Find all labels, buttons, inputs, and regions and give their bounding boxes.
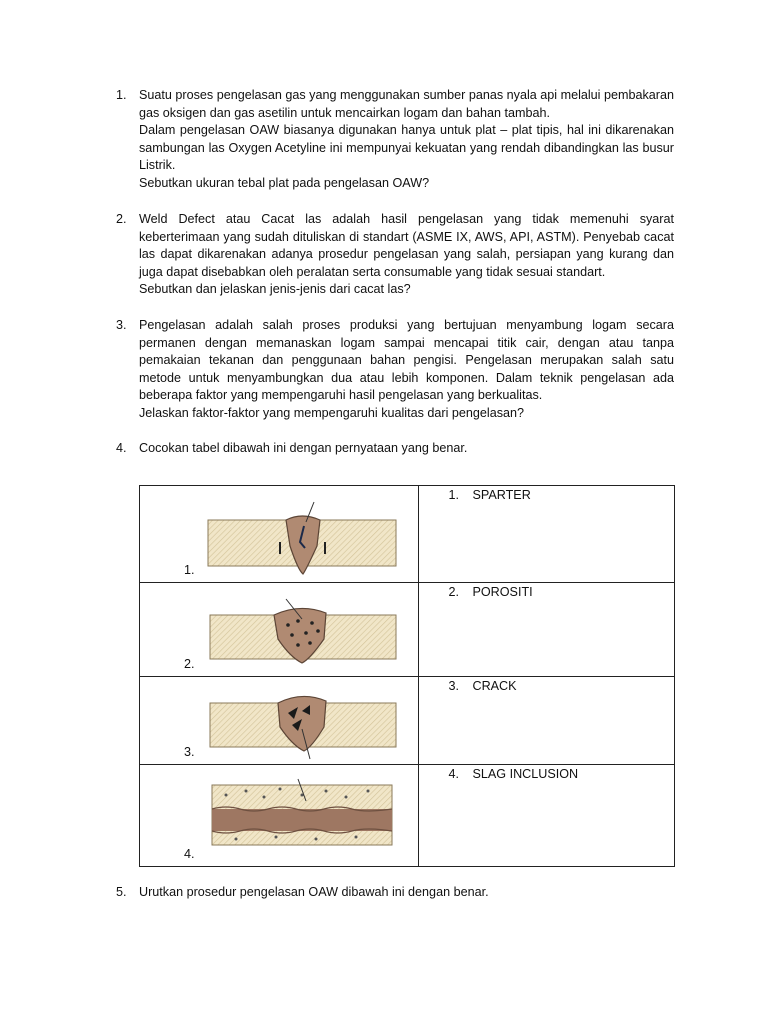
question-number: 5. <box>116 885 127 899</box>
image-cell <box>140 765 419 867</box>
image-label: 4. <box>184 847 195 862</box>
question-4 <box>116 440 674 458</box>
option-text: SPARTER <box>472 488 531 502</box>
question-number: 4. <box>116 441 127 455</box>
image-cell <box>140 583 419 677</box>
table-row <box>140 486 675 583</box>
question-text: Pengelasan adalah salah proses produksi yang bertujuan menyambung logam secara permanen dengan memanaskan logam sampai mencapai titik cair, dengan atau tanpa pemakaian tekanan dan penggunaan bahan pengisi. Pengelasan merupakan salah satu metode untuk menyambungkan dua atau lebih komponen. Dalam teknik pengelasan ada beberapa faktor yang mempengaruhi hasil pengelasan yang berkualitas. <box>139 318 674 403</box>
question-number: 2. <box>116 212 127 226</box>
option-cell <box>419 765 675 867</box>
option-text: POROSITI <box>472 585 533 599</box>
option-number: 3. <box>448 679 459 693</box>
question-text: Suatu proses pengelasan gas yang menggunakan sumber panas nyala api melalui pembakaran gas oksigen dan gas asetilin untuk mencairkan logam dan bahan tambah. <box>139 88 674 120</box>
image-cell <box>140 677 419 765</box>
image-label: 2. <box>184 657 195 672</box>
question-prompt: Jelaskan faktor-faktor yang mempengaruhi kualitas dari pengelasan? <box>139 405 525 420</box>
image-cell <box>140 486 419 583</box>
option-cell <box>419 677 675 765</box>
question-text: Dalam pengelasan OAW biasanya digunakan hanya untuk plat – plat tipis, hal ini dikarenakan sambungan las Oxygen Acetyline ini mempunyai kekuatan yang rendah dibandingkan las busur Listrik. <box>139 123 674 173</box>
image-label: 3. <box>184 745 195 760</box>
option-cell <box>419 486 675 583</box>
table-row <box>140 677 675 765</box>
question-text: Weld Defect atau Cacat las adalah hasil pengelasan yang tidak memenuhi syarat keberterimaan yang sudah dituliskan di standart (ASME IX, AWS, API, ASTM). Penyebab cacat las dapat dikarenakan adanya prosedur pengelasan yang salah, persiapan yang kurang dan juga dapat disebabkan oleh peralatan serta consumable yang tidak sesuai standart. <box>139 212 674 279</box>
option-number: 2. <box>448 585 459 599</box>
question-1 <box>116 87 674 193</box>
table-row <box>140 765 675 867</box>
question-prompt: Urutkan prosedur pengelasan OAW dibawah ini dengan benar. <box>139 885 489 899</box>
weld-porosity-diagram-icon <box>206 597 400 673</box>
question-prompt: Sebutkan dan jelaskan jenis-jenis dari cacat las? <box>139 282 411 297</box>
image-label: 1. <box>184 563 195 578</box>
question-2 <box>116 211 674 299</box>
weld-spatter-diagram-icon <box>206 777 400 851</box>
option-text: CRACK <box>472 679 517 693</box>
question-number: 3. <box>116 318 127 332</box>
weld-crack-diagram-icon <box>206 498 400 582</box>
option-number: 4. <box>448 767 459 781</box>
weld-slag-inclusion-diagram-icon <box>206 685 400 761</box>
option-text: SLAG INCLUSION <box>472 767 579 781</box>
question-prompt: Sebutkan ukuran tebal plat pada pengelasan OAW? <box>139 175 430 190</box>
option-number: 1. <box>448 488 459 502</box>
question-5 <box>116 884 674 902</box>
matching-table <box>139 485 675 867</box>
table-row <box>140 583 675 677</box>
question-3 <box>116 317 674 423</box>
option-cell <box>419 583 675 677</box>
question-number: 1. <box>116 88 127 102</box>
question-prompt: Cocokan tabel dibawah ini dengan pernyataan yang benar. <box>139 441 468 455</box>
